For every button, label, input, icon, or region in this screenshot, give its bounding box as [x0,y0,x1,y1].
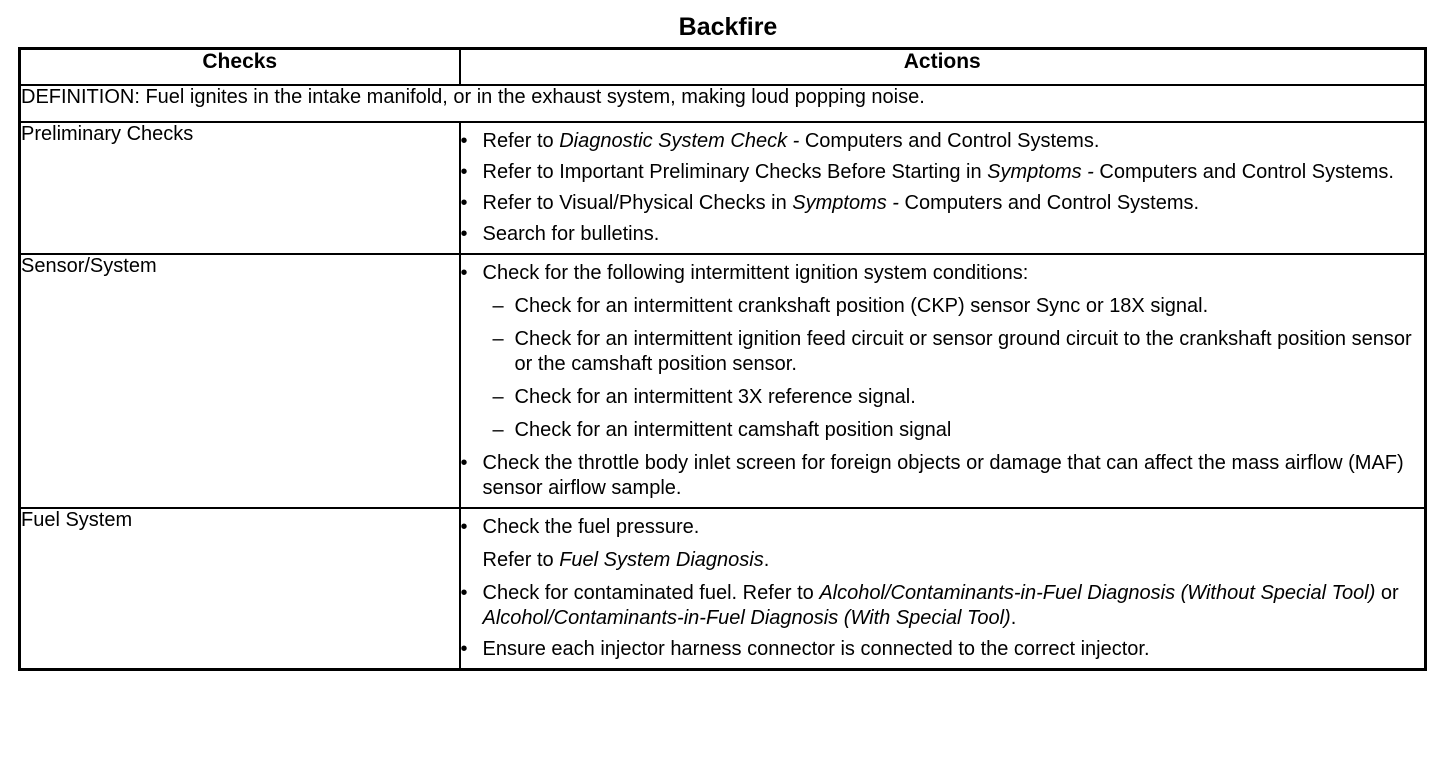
check-label-fuel: Fuel System [20,508,460,670]
reference-link: Symptoms - [987,161,1094,183]
list-item: • Search for bulletins. [461,222,1425,247]
list-item-continuation: Refer to Fuel System Diagnosis. [482,549,770,571]
actions-header: Actions [460,49,1426,86]
list-item: • Check the throttle body inlet screen for foreign objects or damage that can affect the mass airflow (MAF) sensor airflow sample. [461,451,1425,501]
reference-link: Fuel System Diagnosis [559,549,764,571]
sub-list-item: – Check for an intermittent ignition feed circuit or sensor ground circuit to the crankshaft position sensor or the camshaft position sensor. [461,327,1425,377]
check-label-sensor: Sensor/System [20,254,460,508]
actions-preliminary [460,122,1426,254]
sub-list-item: – Check for an intermittent 3X reference signal. [461,385,1425,410]
sub-list-item: – Check for an intermittent camshaft position signal [461,418,1425,443]
reference-link: Alcohol/Contaminants-in-Fuel Diagnosis (With Special Tool) [482,607,1011,629]
list-item: • Refer to Important Preliminary Checks Before Starting in Symptoms - Computers and Control Systems. [461,160,1425,185]
check-label-preliminary: Preliminary Checks [20,122,460,254]
list-item: • Refer to Diagnostic System Check - Computers and Control Systems. [461,129,1425,154]
list-item: • Refer to Visual/Physical Checks in Symptoms - Computers and Control Systems. [461,191,1425,216]
table-row-preliminary [20,122,1426,254]
definition-text: DEFINITION: Fuel ignites in the intake manifold, or in the exhaust system, making loud popping noise. [20,85,1426,122]
list-item: • Check the fuel pressure. [461,515,1425,540]
table-row-fuel [20,508,1426,670]
header-row [20,49,1426,86]
definition-row [20,85,1426,122]
diagnostic-table [18,47,1427,671]
reference-link: Diagnostic System Check - [559,130,800,152]
list-item: • Check for contaminated fuel. Refer to Alcohol/Contaminants-in-Fuel Diagnosis (Without Special Tool) or Alcohol/Contaminants-in-Fuel Diagnosis (With Special Tool). [461,581,1425,631]
reference-link: Symptoms - [792,192,899,214]
list-item: • Check for the following intermittent ignition system conditions: [461,261,1425,286]
checks-header: Checks [20,49,460,86]
reference-link: Alcohol/Contaminants-in-Fuel Diagnosis (Without Special Tool) [819,582,1376,604]
table-row-sensor [20,254,1426,508]
page-title: Backfire [678,13,778,41]
actions-fuel [460,508,1426,670]
actions-sensor [460,254,1426,508]
sub-list-item: – Check for an intermittent crankshaft position (CKP) sensor Sync or 18X signal. [461,294,1425,319]
list-item: • Ensure each injector harness connector is connected to the correct injector. [461,637,1425,662]
